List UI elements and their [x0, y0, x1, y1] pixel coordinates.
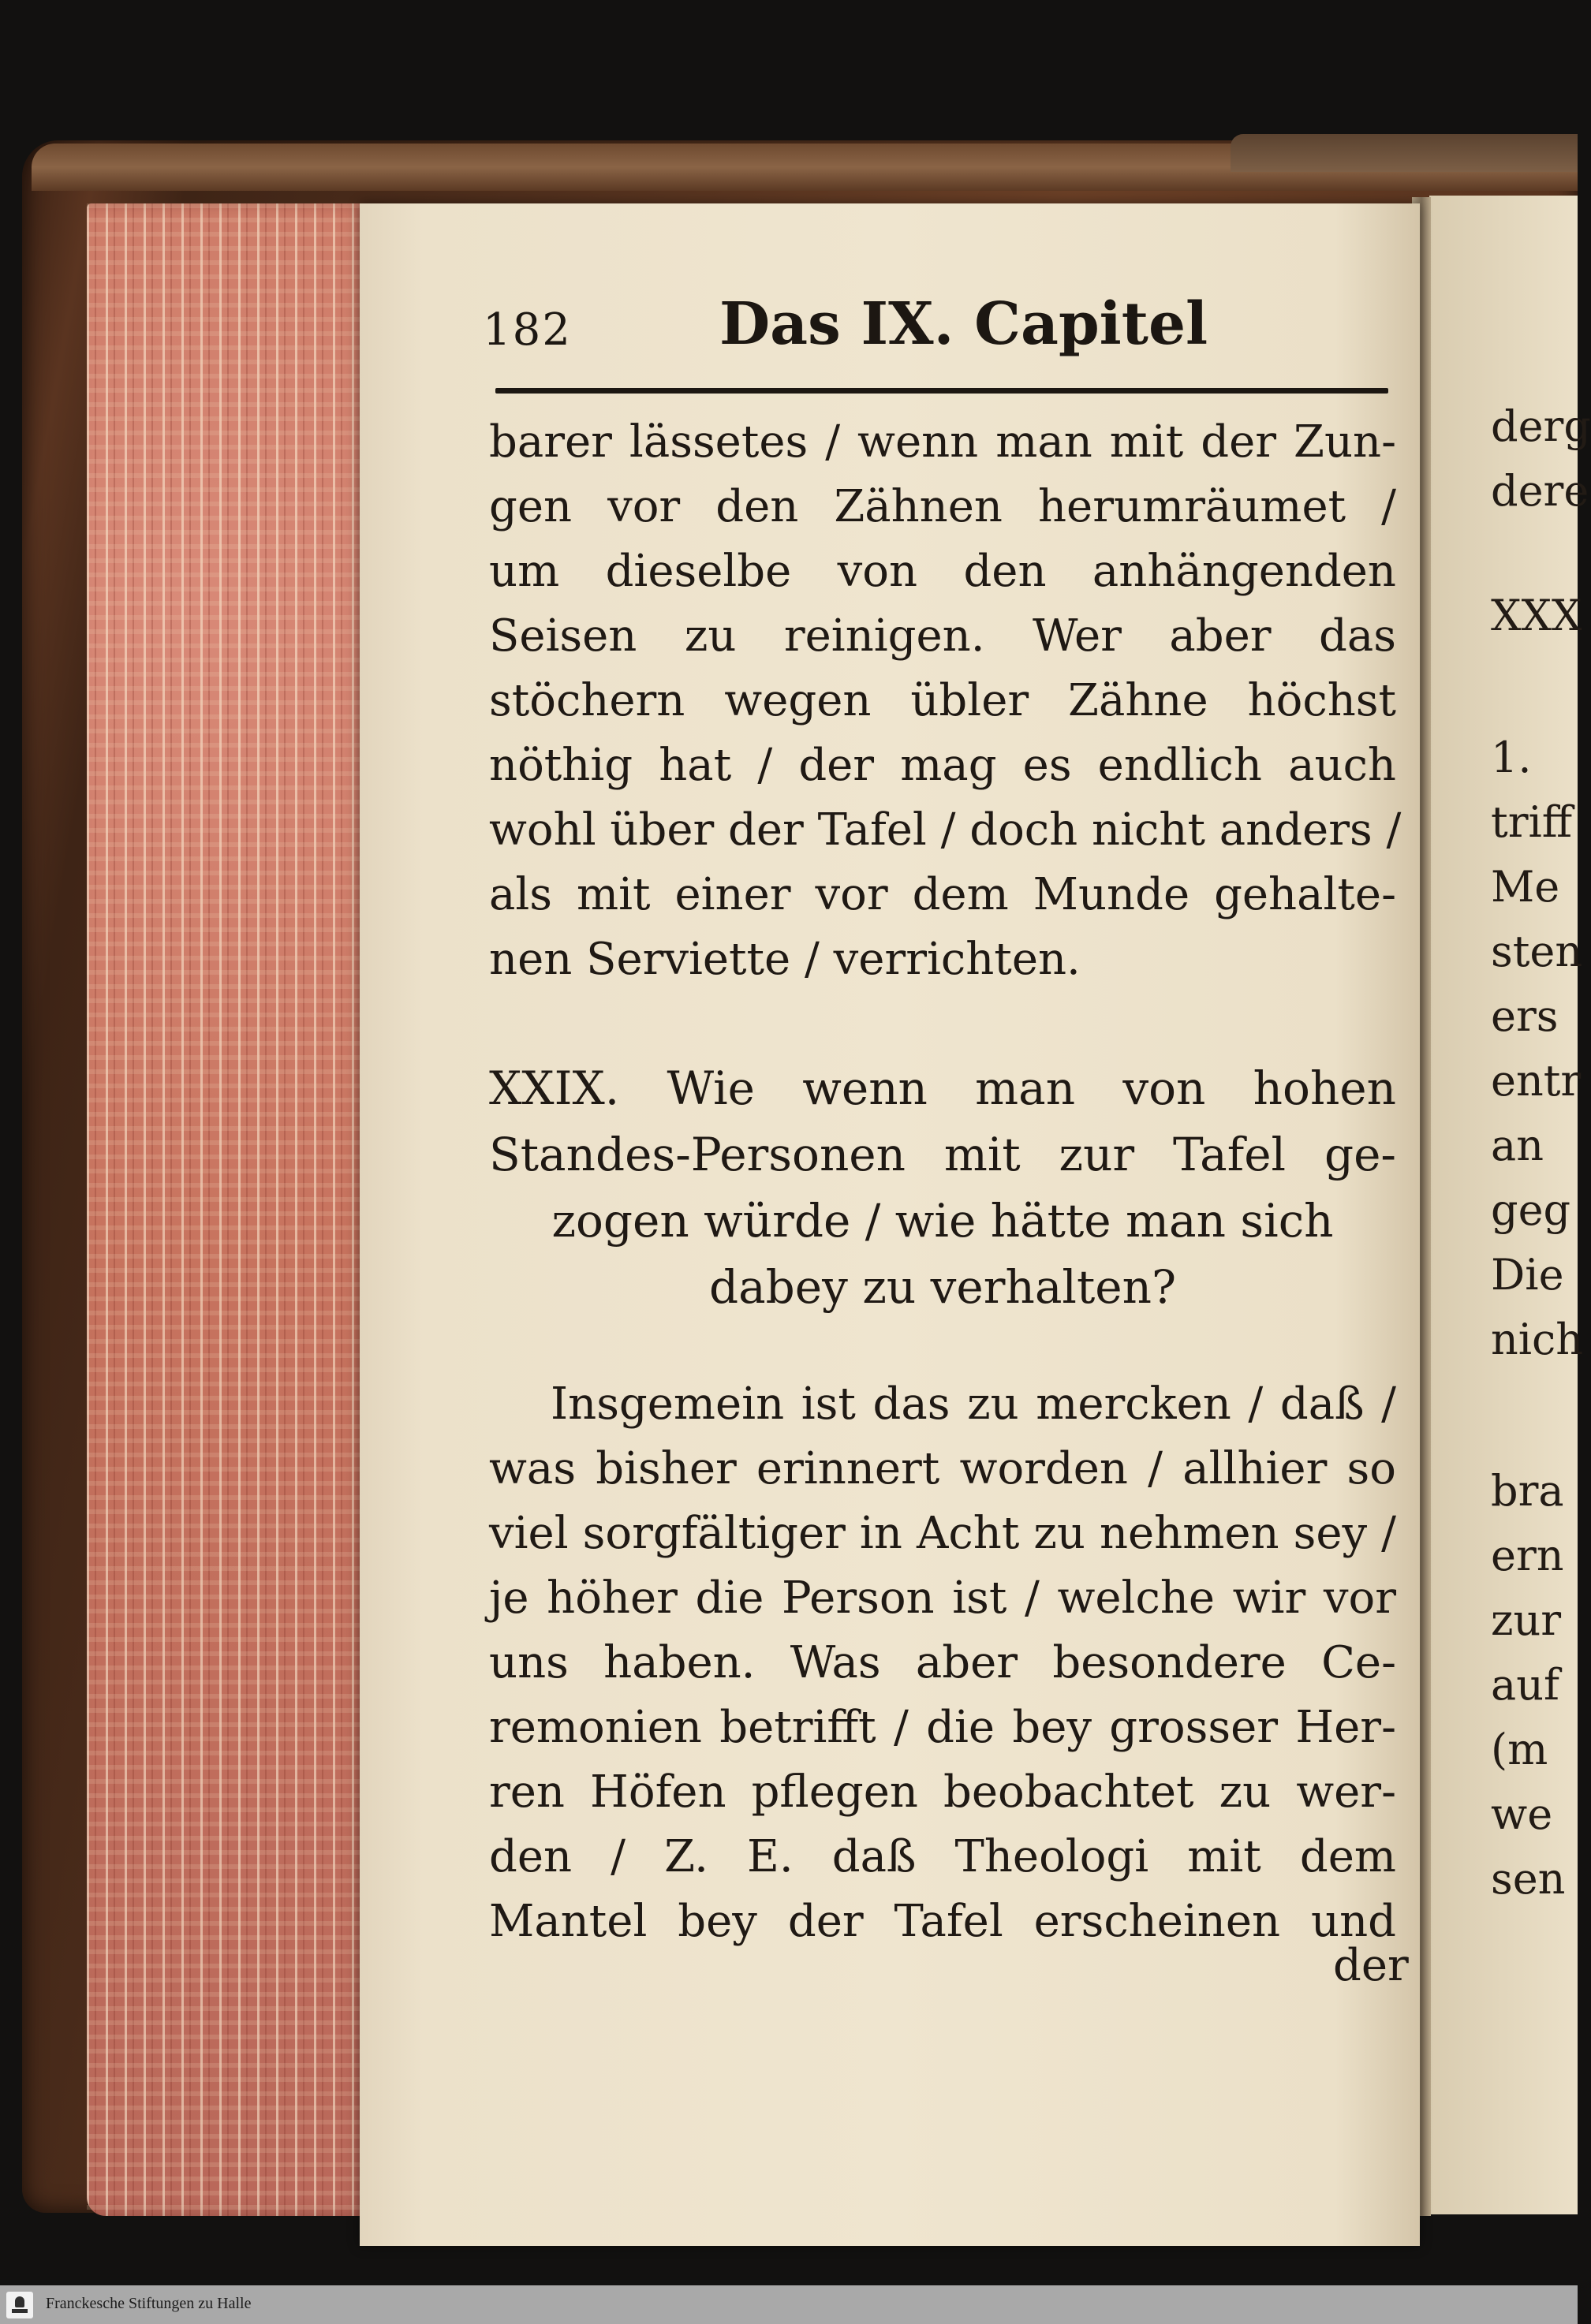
opposite-line: (m [1491, 1725, 1548, 1774]
heading-line: XXIX. Wie wenn man von hohen [489, 1061, 1396, 1115]
opposite-line: XXX [1491, 591, 1582, 640]
text-line: um dieselbe von den anhängenden [489, 546, 1396, 597]
section-heading [489, 1055, 1396, 1320]
opposite-line: triff [1491, 797, 1573, 847]
spine-headband [1231, 134, 1578, 172]
opposite-line: we [1491, 1789, 1553, 1839]
opposite-lower-lines [1491, 1459, 1585, 1912]
footer-bar [0, 2285, 1578, 2324]
opposite-line: nich [1491, 1315, 1584, 1364]
text-line: Mantel bey der Tafel erscheinen und [489, 1896, 1396, 1947]
text-line: was bisher erinnert worden / allhier so [489, 1443, 1396, 1494]
text-line: uns haben. Was aber besondere Ce- [489, 1637, 1396, 1688]
running-title: Das IX. Capitel [719, 290, 1208, 358]
text-line: Insgemein ist das zu mercken / daß / [551, 1378, 1396, 1430]
opposite-lines [1491, 726, 1585, 1372]
text-line: nen Serviette / verrichten. [489, 934, 1081, 985]
text-line: viel sorgfältiger in Acht zu nehmen sey / [489, 1508, 1396, 1559]
text-line: wohl über der Tafel / doch nicht anders / [489, 804, 1402, 856]
text-line: je höher die Person ist / welche wir vor [489, 1572, 1396, 1624]
text-line: stöchern wegen übler Zähne höchst [489, 675, 1396, 726]
page-edges [87, 203, 372, 2216]
paragraph-2 [489, 1372, 1396, 1954]
opposite-line: ers [1491, 991, 1559, 1041]
opposite-section-mark [1491, 584, 1585, 648]
running-head [483, 290, 1382, 369]
heading-line: Standes-Personen mit zur Tafel ge- [489, 1128, 1396, 1181]
institution-logo-icon [6, 2292, 33, 2318]
opposite-line: geg [1491, 1185, 1571, 1235]
text-line: gen vor den Zähnen herumräumet / [489, 481, 1396, 532]
opposite-line: sten [1491, 927, 1583, 976]
text-line: den / Z. E. daß Theologi mit dem [489, 1831, 1396, 1882]
opposite-line: entr [1491, 1056, 1582, 1106]
text-line: nöthig hat / der mag es endlich auch [489, 740, 1396, 791]
opposite-top-lines [1491, 394, 1591, 524]
opposite-line: 1. [1491, 733, 1532, 782]
page-number: 182 [483, 304, 572, 356]
opposite-line: bra [1491, 1466, 1564, 1516]
opposite-line: dere [1491, 466, 1589, 516]
opposite-line: Die [1491, 1250, 1564, 1300]
opposite-line: an [1491, 1121, 1544, 1170]
text-line: Seisen zu reinigen. Wer aber das [489, 610, 1396, 662]
header-rule [495, 388, 1388, 394]
heading-line: dabey zu verhalten? [708, 1260, 1177, 1314]
catchword: der [1333, 1940, 1409, 1991]
opposite-line: ern [1491, 1531, 1564, 1580]
opposite-line: auf [1491, 1660, 1559, 1710]
opposite-line: sen [1491, 1854, 1566, 1904]
text-line: ren Höfen pflegen beobachtet zu wer- [489, 1766, 1396, 1818]
text-line: als mit einer vor dem Munde gehalte- [489, 869, 1396, 920]
text-line: barer lässetes / wenn man mit der Zun- [489, 416, 1396, 468]
heading-line: zogen würde / wie hätte man sich [551, 1194, 1334, 1248]
paragraph-1 [489, 410, 1402, 992]
opposite-line: zur [1491, 1595, 1562, 1645]
footer-label: Franckesche Stiftungen zu Halle [46, 2295, 252, 2312]
opposite-line: derg [1491, 401, 1591, 451]
text-line: remonien betrifft / die bey grosser Her- [489, 1702, 1396, 1753]
opposite-line: Me [1491, 862, 1560, 912]
